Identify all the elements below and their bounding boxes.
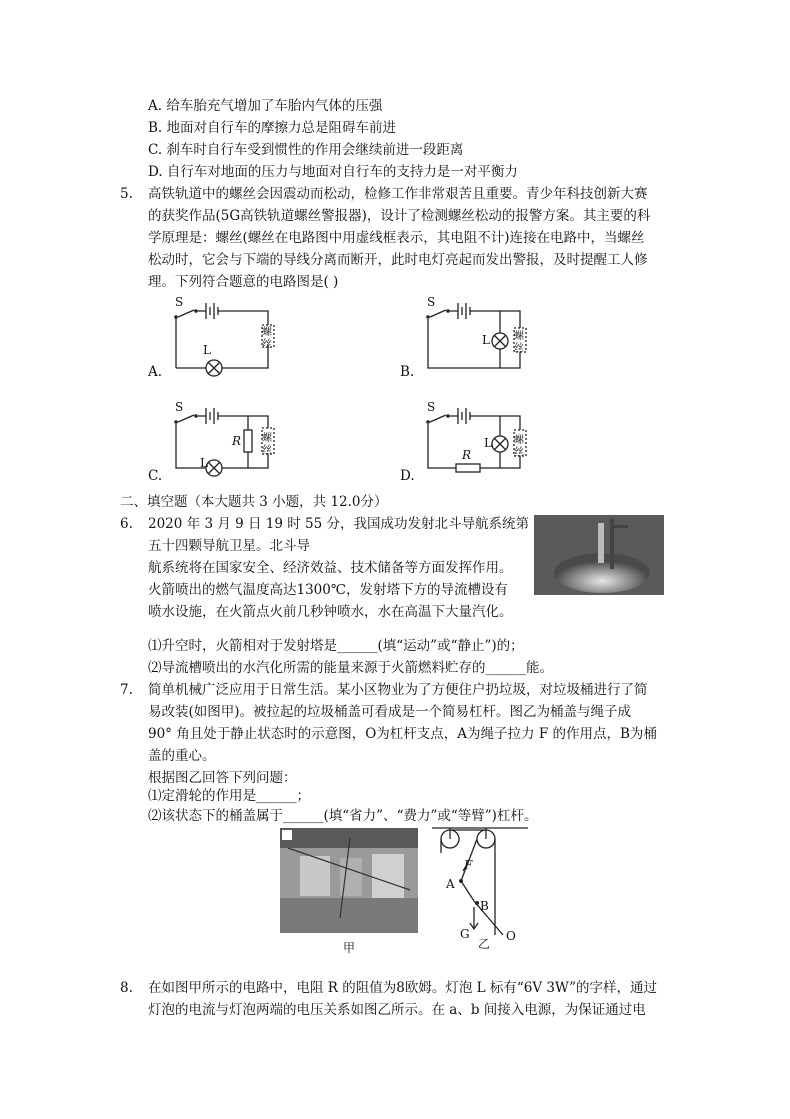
lever-g-label: G <box>460 927 470 941</box>
fig-yi-label: 乙 <box>478 937 491 951</box>
circuit-c <box>148 400 288 485</box>
q6-text-3: 航系统将在国家安全、经济效益、技术储备等方面发挥作用。 <box>148 560 513 576</box>
circuit-d-screw-bottom: 丝 <box>514 447 524 458</box>
circuit-b-switch-label: S <box>427 295 436 309</box>
rocket-launch-photo <box>534 515 664 595</box>
circuit-b <box>400 295 540 380</box>
circuit-c-label: C. <box>148 468 163 484</box>
q7-text-7: ⑵该状态下的桶盖属于______(填“省力”、“费力”或“等臂”)杠杆。 <box>148 808 538 824</box>
circuit-d-lamp-label: L <box>484 436 492 450</box>
circuit-d <box>400 400 540 485</box>
q5-text-3: 学原理是：螺丝(螺丝在电路图中用虚线框表示，其电阻不计)连接在电路中，当螺丝 <box>148 230 645 246</box>
q8-number: 8. <box>120 980 133 996</box>
q8-text-1: 在如图甲所示的电路中，电阻 R 的阻值为8欧姆。灯泡 L 标有“6V 3W”的字样，通过 <box>148 980 658 996</box>
circuit-c-screw-bottom: 丝 <box>262 445 272 456</box>
q5-text-2: 的获奖作品(5G高铁轨道螺丝警报器)，设计了检测螺丝松动的报警方案。其主要的科 <box>148 208 651 224</box>
q7-text-4: 盖的重心。 <box>148 748 216 764</box>
q5-text-5: 理。下列符合题意的电路图是( ) <box>148 274 339 290</box>
q6-text-4: 火箭喷出的燃气温度高达1300℃，发射塔下方的导流槽设有 <box>148 582 508 598</box>
q7-number: 7. <box>120 682 133 698</box>
circuit-a-lamp-label: L <box>203 343 211 357</box>
q5-text-4: 松动时，它会与下端的导线分离而断开，此时电灯亮起而发出警报，及时提醒工人修 <box>148 252 648 268</box>
q7-text-1: 简单机械广泛应用于日常生活。某小区物业为了方便住户扔垃圾，对垃圾桶进行了简 <box>148 682 648 698</box>
q7-text-3: 90° 角且处于静止状态时的示意图，O为杠杆支点，A为绳子拉力 F 的作用点，B为桶 <box>148 726 657 742</box>
circuit-d-resistor-label: R <box>462 448 472 462</box>
circuit-c-resistor-label: R <box>232 434 242 448</box>
trash-bin-photo <box>280 828 418 933</box>
fig-jia-label: 甲 <box>343 941 356 955</box>
q4-option-b: B. 地面对自行车的摩擦力总是阻碍车前进 <box>148 120 397 136</box>
lever-f-label: F <box>464 858 473 872</box>
lever-diagram <box>430 825 530 950</box>
lever-b-label: B <box>480 899 489 913</box>
circuit-b-label: B. <box>400 364 415 380</box>
circuit-d-screw-top: 螺 <box>514 435 524 446</box>
circuit-c-screw-top: 螺 <box>262 433 272 444</box>
q6-sub-1: ⑴升空时，火箭相对于发射塔是______(填“运动”或“静止”)的； <box>148 638 524 654</box>
q7-text-5: 根据图乙回答下列问题： <box>148 770 297 786</box>
q4-option-d: D. 自行车对地面的压力与地面对自行车的支持力是一对平衡力 <box>148 164 518 180</box>
q6-text-2: 五十四颗导航卫星。北斗导 <box>148 538 310 554</box>
circuit-a-screw-top: 螺 <box>262 327 272 338</box>
circuit-b-screw-top: 螺 <box>514 331 524 342</box>
q4-option-c: C. 刹车时自行车受到惯性的作用会继续前进一段距离 <box>148 142 464 158</box>
circuit-b-screw-bottom: 丝 <box>514 343 524 354</box>
circuit-b-lamp-label: L <box>482 333 490 347</box>
q4-option-a: A. 给车胎充气增加了车胎内气体的压强 <box>148 98 383 114</box>
circuit-c-switch-label: S <box>175 400 184 414</box>
q6-text-5: 喷水设施，在火箭点火前几秒钟喷水，水在高温下大量汽化。 <box>148 604 513 620</box>
circuit-a-label: A. <box>148 364 163 380</box>
lever-o-label: O <box>506 929 516 943</box>
lever-a-label: A <box>446 877 455 891</box>
circuit-a-switch-label: S <box>175 295 184 309</box>
section-heading: 二、填空题（本大题共 3 小题，共 12.0分） <box>120 494 388 510</box>
q7-text-2: 易改装(如图甲)。被拉起的垃圾桶盖可看成是一个简易杠杆。图乙为桶盖与绳子成 <box>148 704 632 720</box>
circuit-d-switch-label: S <box>427 400 436 414</box>
q6-number: 6. <box>120 516 133 532</box>
circuit-a <box>148 295 288 380</box>
circuit-d-label: D. <box>400 468 415 484</box>
circuit-c-lamp-label: L <box>200 456 208 470</box>
q5-number: 5. <box>120 186 133 202</box>
q6-sub-2: ⑵导流槽喷出的水汽化所需的能量来源于火箭燃料贮存的______能。 <box>148 660 553 676</box>
q5-text-1: 高铁轨道中的螺丝会因震动而松动，检修工作非常艰苦且重要。青少年科技创新大赛 <box>148 186 648 202</box>
q7-text-6: ⑴定滑轮的作用是______； <box>148 788 310 804</box>
circuit-a-screw-bottom: 丝 <box>262 339 272 350</box>
q6-text-1: 2020 年 3 月 9 日 19 时 55 分，我国成功发射北斗导航系统第 <box>148 516 530 532</box>
q8-text-2: 灯泡的电流与灯泡两端的电压关系如图乙所示。在 a、b 间接入电源，为保证通过电 <box>148 1002 646 1018</box>
